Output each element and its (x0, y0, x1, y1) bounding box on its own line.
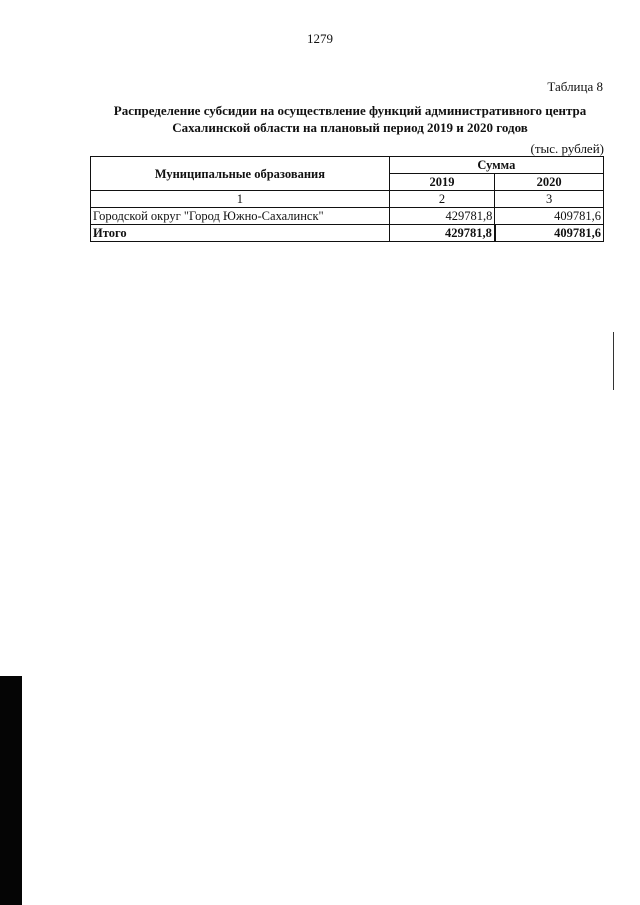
table-caption: Таблица 8 (547, 79, 603, 94)
table-row (91, 208, 604, 225)
title-line-1: Распределение субсидии на осуществление функций административного центра (113, 103, 587, 118)
header-sum: Сумма (389, 157, 603, 174)
total-2019: 429781,8 (389, 225, 495, 242)
header-year-2020: 2020 (495, 174, 604, 191)
municipality-name: Городской округ "Город Южно-Сахалинск" (91, 208, 390, 225)
table-header-row-1 (91, 157, 604, 174)
total-label: Итого (91, 225, 390, 242)
column-number-row (91, 191, 604, 208)
units-label: (тыс. рублей) (530, 141, 604, 156)
document-title (60, 102, 640, 136)
total-2020: 409781,6 (495, 225, 604, 242)
scan-edge-shadow (0, 676, 22, 905)
column-number-1: 1 (91, 191, 390, 208)
value-2020: 409781,6 (495, 208, 604, 225)
column-number-3: 3 (495, 191, 604, 208)
header-year-2019: 2019 (389, 174, 495, 191)
column-number-2: 2 (389, 191, 495, 208)
subsidy-table (90, 156, 604, 242)
header-municipalities: Муниципальные образования (91, 157, 390, 191)
title-line-2: Сахалинской области на плановый период 2019 и 2020 годов (172, 120, 528, 135)
value-2019: 429781,8 (389, 208, 495, 225)
total-row (91, 225, 604, 242)
scan-artifact-line (613, 332, 614, 390)
page-number: 1279 (307, 31, 333, 46)
